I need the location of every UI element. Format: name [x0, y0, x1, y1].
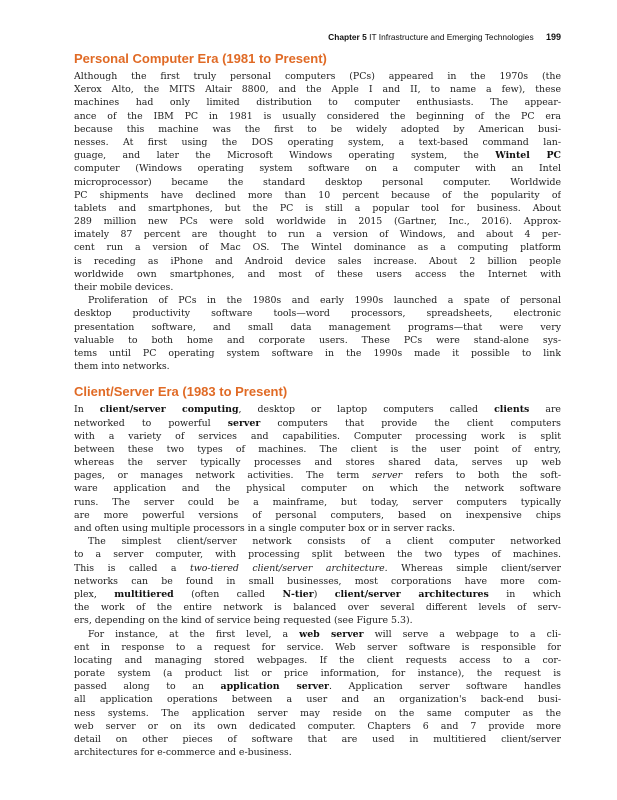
- key-term: client/server computing: [99, 404, 239, 416]
- text-line: are more powerful versions of personal computers, based on inexpensive chips: [74, 509, 561, 521]
- text-line: networks can be found in small businesses, most corporations have more com-: [74, 575, 561, 587]
- text-line: desktop productivity software tools—word processors, spreadsheets, electronic: [74, 308, 561, 320]
- text-line: plex, multitiered (often called N-tier) client/server architectures in which: [74, 588, 561, 600]
- text-line: Proliferation of PCs in the 1980s and early 1990s launched a spate of personal: [88, 295, 561, 307]
- text-line: PC shipments have declined more than 10 percent because of the popularity of: [74, 189, 561, 201]
- key-term: client/server architectures: [334, 588, 489, 600]
- chapter-title: IT Infrastructure and Emerging Technologies: [369, 32, 534, 42]
- text-line: is receding as iPhone and Android device sales increase. About 2 billion people: [74, 255, 561, 267]
- text-line: networked to powerful server computers that provide the client computers: [74, 417, 561, 429]
- paragraph-client-server-2: [74, 535, 561, 627]
- text-line: their mobile devices.: [74, 282, 174, 293]
- text-line: pages, or manages network activities. The term server refers to both the soft-: [74, 470, 561, 482]
- text-line: The simplest client/server network consists of a client computer networked: [88, 536, 561, 548]
- text-line: whereas the server typically processes and stores shared data, serves up web: [74, 457, 561, 469]
- text-line: between these two types of machines. The client is the user point of entry,: [74, 443, 561, 455]
- text-line: nesses. At first using the DOS operating system, a text-based command lan-: [74, 136, 561, 148]
- text-line: microprocessor) became the standard desktop personal computer. Worldwide: [74, 176, 561, 188]
- text-line: tablets and smartphones, but the PC is still a popular tool for business. About: [74, 202, 561, 214]
- text-line: detail on other pieces of software that are used in multitiered client/server: [74, 734, 561, 745]
- text-line: machines had only limited distribution to computer enthusiasts. The appear-: [74, 97, 561, 109]
- text-line: worldwide own smartphones, and most of these users access the Internet with: [74, 268, 561, 280]
- text-line: In client/server computing, desktop or laptop computers called clients are: [74, 404, 561, 416]
- running-header: [60, 32, 561, 42]
- text-line: the work of the entire network is balanced over several different levels of serv-: [74, 602, 561, 614]
- text-line: guage, and later the Microsoft Windows operating system, the Wintel PC: [74, 150, 561, 162]
- text-line: ance of the IBM PC in 1981 is usually considered the beginning of the PC era: [74, 110, 561, 122]
- key-term: application server: [220, 681, 329, 693]
- text-line: web server or on its own dedicated computer. Chapters 6 and 7 provide more: [74, 720, 561, 732]
- key-term: clients: [494, 404, 530, 416]
- text-line: them into networks.: [74, 361, 170, 373]
- text-line: porate system (a product list or price information, for instance), the request is: [74, 668, 561, 680]
- text-line: with a variety of services and capabilities. Computer processing work is split: [74, 430, 561, 442]
- text-line: runs. The server could be a mainframe, but today, server computers typically: [74, 496, 561, 508]
- key-term: web server: [299, 628, 364, 640]
- text-line: computer (Windows operating system software on a computer with an Intel: [74, 163, 561, 175]
- text-line: passed along to an application server. Application server software handles: [74, 681, 561, 693]
- key-term: Wintel PC: [495, 150, 561, 162]
- key-term: multitiered: [114, 588, 174, 600]
- text-line: all application operations between a user and an organization's back-end busi-: [74, 694, 561, 706]
- text-line: Xerox Alto, the MITS Altair 8800, and the Apple I and II, to name a few), these: [74, 84, 561, 96]
- text-line: and often using multiple processors in a single computer box or in server racks.: [74, 523, 456, 534]
- text-line: For instance, at the first level, a web server will serve a webpage to a cli-: [88, 628, 561, 640]
- text-line: 289 million new PCs were sold worldwide in 2015 (Gartner, Inc., 2016). Approx-: [74, 216, 561, 228]
- text-line: Although the first truly personal computers (PCs) appeared in the 1970s (the: [74, 71, 561, 82]
- paragraph-client-server-1: [74, 403, 561, 535]
- section-heading-personal-computer-era: Personal Computer Era (1981 to Present): [74, 51, 327, 66]
- text-line: architectures for e-commerce and e-business.: [74, 747, 292, 759]
- chapter-label: Chapter 5: [328, 32, 367, 42]
- text-line: to a server computer, with processing split between the two types of machines.: [74, 549, 561, 561]
- text-line: This is called a two-tiered client/server architecture. Whereas simple client/server: [74, 562, 561, 574]
- text-line: presentation software, and small data management programs—that were very: [74, 321, 561, 333]
- text-line: cent run a version of Mac OS. The Wintel dominance as a computing platform: [74, 242, 561, 254]
- text-line: ent in response to a request for service. Web server software is responsible for: [74, 641, 561, 653]
- text-line: ware application and the physical computer on which the network software: [74, 483, 561, 495]
- italic-term: server: [372, 470, 403, 482]
- page-body: [74, 50, 561, 759]
- page-number: 199: [545, 32, 561, 42]
- paragraph-client-server-3: [74, 628, 561, 760]
- paragraph-pc-era-2: [74, 294, 561, 373]
- key-term: N-tier: [282, 588, 314, 600]
- text-line: ers, depending on the kind of service being requested (see Figure 5.3).: [74, 615, 413, 627]
- section-heading-client-server-era: Client/Server Era (1983 to Present): [74, 384, 288, 400]
- text-line: locating and managing stored webpages. If the client requests access to a cor-: [74, 654, 561, 666]
- text-line: imately 87 percent are thought to run a version of Windows, and about 4 per-: [74, 229, 561, 241]
- text-line: ness systems. The application server may reside on the same computer as the: [74, 707, 561, 719]
- key-term: server: [227, 417, 261, 429]
- paragraph-pc-era-1: [74, 70, 561, 294]
- text-line: tems until PC operating system software in the 1990s made it possible to link: [74, 347, 561, 359]
- text-line: because this machine was the first to be widely adopted by American busi-: [74, 123, 561, 135]
- text-line: valuable to both home and corporate users. These PCs were stand-alone sys-: [74, 334, 561, 346]
- italic-term: two-tiered client/server architecture: [189, 562, 385, 574]
